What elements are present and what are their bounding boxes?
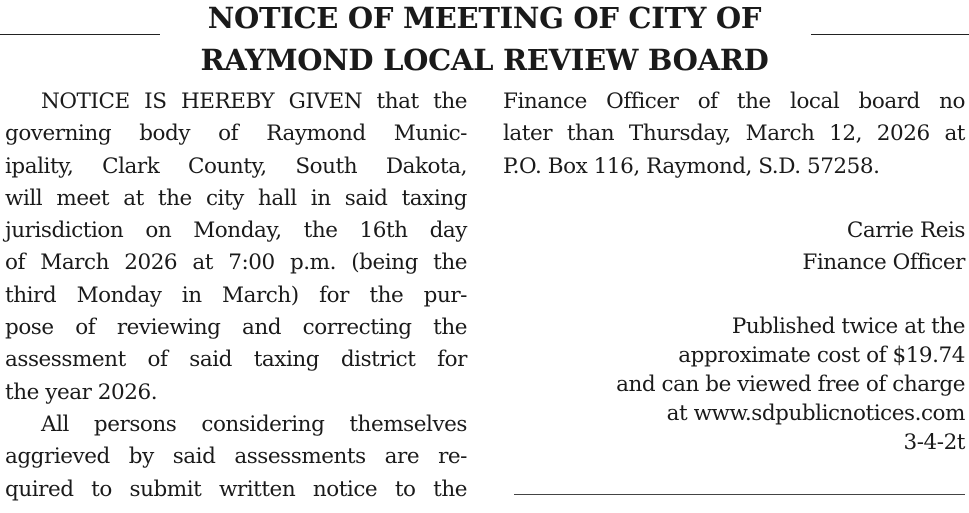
left-column — [5, 86, 467, 506]
publication-line: at www.sdpublicnotices.com — [666, 401, 965, 427]
body-line: Finance Officer of the local board no — [503, 89, 965, 114]
notice-title-line-1: NOTICE OF MEETING OF CITY OF — [207, 1, 762, 35]
publication-code: 3-4-2t — [903, 430, 965, 456]
publication-line: and can be viewed free of charge — [616, 372, 965, 398]
body-line: pose of reviewing and correcting the — [5, 315, 467, 341]
title-rule-right — [811, 34, 969, 35]
spacer — [503, 183, 965, 215]
body-line: All persons considering themselves — [41, 411, 467, 437]
body-line: later than Thursday, March 12, 2026 at — [503, 121, 965, 147]
body-line: the year 2026. — [5, 379, 158, 405]
right-column — [503, 86, 965, 457]
body-line: P.O. Box 116, Raymond, S.D. 57258. — [503, 153, 880, 179]
notice-title-line-2: RAYMOND LOCAL REVIEW BOARD — [200, 43, 769, 77]
body-line: governing body of Raymond Munic- — [5, 121, 467, 147]
signature-title: Finance Officer — [802, 250, 965, 276]
body-line: assessment of said taxing district for — [5, 347, 467, 373]
body-line: third Monday in March) for the pur- — [5, 282, 467, 308]
end-rule — [514, 494, 965, 495]
body-line: quired to submit written notice to the — [5, 476, 467, 502]
publication-line: approximate cost of $19.74 — [678, 343, 965, 369]
publication-line: Published twice at the — [731, 314, 965, 340]
body-line: NOTICE IS HEREBY GIVEN that the — [41, 89, 467, 114]
body-line: aggrieved by said assessments are re- — [5, 444, 467, 470]
signature-name: Carrie Reis — [846, 218, 965, 244]
spacer — [503, 280, 965, 312]
body-line: jurisdiction on Monday, the 16th day — [5, 218, 467, 244]
notice-header — [0, 0, 969, 80]
body-line: will meet at the city hall in said taxing — [5, 185, 467, 211]
body-line: of March 2026 at 7:00 p.m. (being the — [5, 250, 467, 276]
body-line: ipality, Clark County, South Dakota, — [5, 153, 467, 179]
